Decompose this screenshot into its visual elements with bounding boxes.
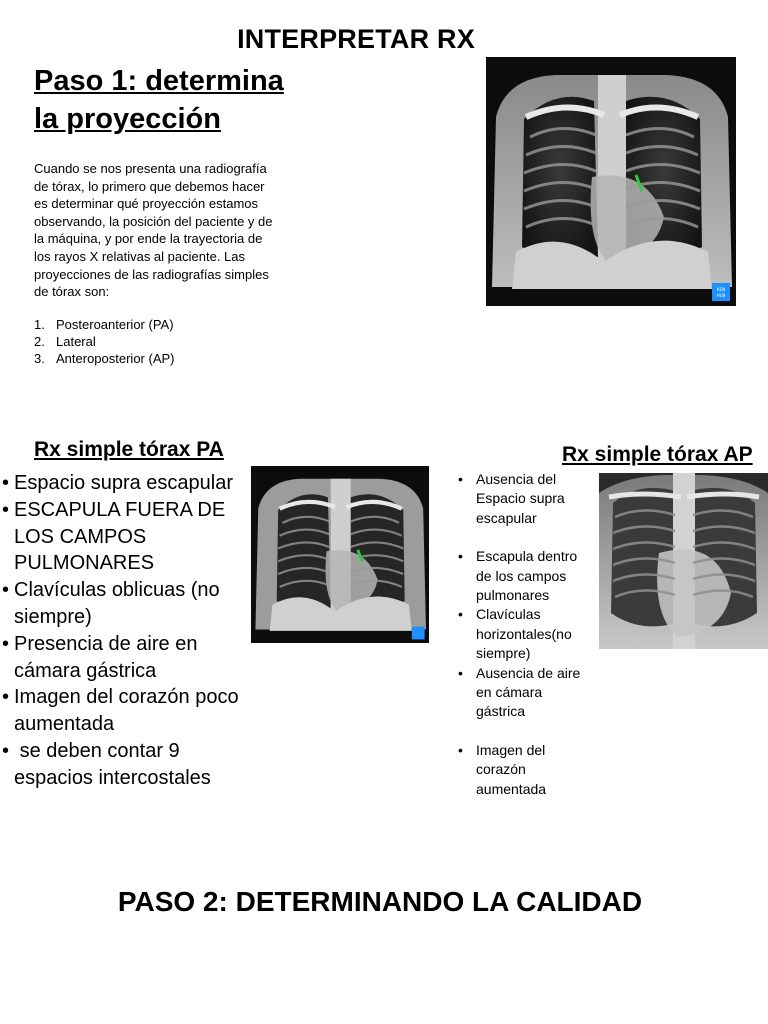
list-item: • Imagen del corazón poco aumentada <box>2 686 239 736</box>
pa-section-heading: Rx simple tórax PA <box>34 438 224 461</box>
list-item: • Presencia de aire en cámara gástrica <box>2 632 198 682</box>
chest-xray-pa-image-large <box>486 57 736 306</box>
list-item: • Espacio supra escapular <box>2 472 234 494</box>
kenhub-badge: KEN <box>716 287 726 292</box>
pa-features-list <box>2 470 248 792</box>
list-item: 2. Lateral <box>34 334 96 350</box>
ap-features-list <box>458 470 593 799</box>
projections-list <box>34 316 175 368</box>
step1-heading-line1: Paso 1: determina <box>34 65 284 97</box>
chest-xray-ap-image <box>599 473 768 649</box>
list-item: • Clavículas horizontales(no siempre) <box>458 606 572 662</box>
step1-heading <box>34 62 294 138</box>
list-item: 1. Posteroanterior (PA) <box>34 317 174 332</box>
list-item: • Clavículas oblicuas (no siempre) <box>2 579 220 628</box>
kenhub-badge: HUB <box>716 293 726 298</box>
list-item: • Escapula dentro de los campos pulmonares <box>458 548 578 604</box>
page-title: INTERPRETAR RX <box>237 24 475 54</box>
ap-section-heading: Rx simple tórax AP <box>562 443 753 466</box>
step1-heading-line2: la proyección <box>34 103 221 135</box>
list-item: • ESCAPULA FUERA DE LOS CAMPOS PULMONARES <box>2 498 226 575</box>
list-item: • Ausencia de aire en cámara gástrica <box>458 664 581 720</box>
list-item: • Ausencia del Espacio supra escapular <box>458 471 565 526</box>
list-item: • Imagen del corazón aumentada <box>458 741 547 797</box>
chest-xray-pa-image-small <box>251 466 429 643</box>
step2-heading: PASO 2: DETERMINANDO LA CALIDAD <box>117 886 643 917</box>
list-item: 3. Anteroposterior (AP) <box>34 351 175 367</box>
intro-paragraph: Cuando se nos presenta una radiografía de tórax, lo primero que debemos hacer es determinar qué proyección estamos observando, la posición del paciente y de la máquina, y por ende la trayectoria de los rayos X relativas al paciente. Las proyecciones de las radiografías simples de tórax son: <box>34 161 273 300</box>
list-item: • se deben contar 9 espacios intercostales <box>2 739 211 789</box>
